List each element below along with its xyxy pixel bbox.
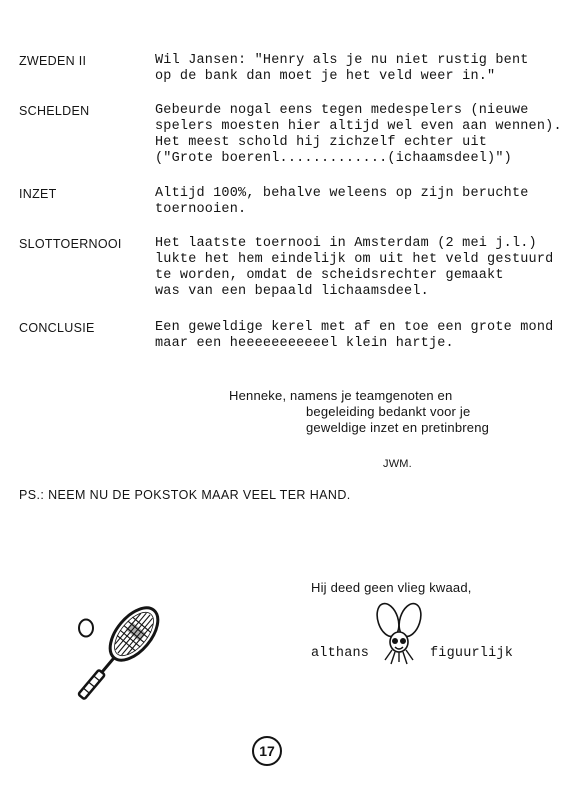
entry-text-line: te worden, omdat de scheidsrechter gemaakt [155, 268, 504, 283]
caption-left-word: althans [311, 646, 370, 661]
entry-text-line: maar een heeeeeeeeeeel klein hartje. [155, 336, 454, 351]
entry-text-line: Altijd 100%, behalve weleens op zijn beruchte [155, 186, 529, 201]
term-conclusie: CONCLUSIE [19, 321, 95, 335]
tennis-racket-icon [68, 598, 172, 710]
entry-text-line: Wil Jansen: "Henry als je nu niet rustig bent [155, 53, 529, 68]
entry-text-line: Gebeurde nogal eens tegen medespelers (nieuwe [155, 103, 529, 118]
caption-line: Hij deed geen vlieg kwaad, [311, 580, 472, 595]
signature-initials: JWM. [383, 458, 412, 470]
term-inzet: INZET [19, 187, 57, 201]
entry-text-line: op de bank dan moet je het veld weer in." [155, 69, 496, 84]
entry-text-line: spelers moesten hier altijd wel even aan wennen). [155, 119, 562, 134]
postscript: PS.: NEEM NU DE POKSTOK MAAR VEEL TER HAND. [19, 488, 351, 502]
page-number: 17 [252, 736, 282, 766]
closing-line: geweldige inzet en pretinbreng [306, 420, 490, 435]
term-schelden: SCHELDEN [19, 104, 90, 118]
closing-line: Henneke, namens je teamgenoten en [229, 388, 453, 403]
term-slottoernooi: SLOTTOERNOOI [19, 237, 122, 251]
entry-text-line: Het meest schold hij zichzelf echter uit [155, 135, 488, 150]
entry-text-line: Het laatste toernooi in Amsterdam (2 mei j.l.) [155, 236, 537, 251]
entry-text-line: lukte het hem eindelijk om uit het veld gestuurd [155, 252, 554, 267]
entry-text-line: was van een bepaald lichaamsdeel. [155, 284, 429, 299]
term-zweden-ii: ZWEDEN II [19, 54, 87, 68]
entry-text-line: toernooien. [155, 202, 247, 217]
caption-right-word: figuurlijk [430, 646, 514, 661]
entry-text-line: ("Grote boerenl.............(ichaamsdeel)") [155, 151, 512, 166]
closing-line: begeleiding bedankt voor je [306, 404, 471, 419]
entry-text-line: Een geweldige kerel met af en toe een grote mond [155, 320, 554, 335]
fly-icon [371, 600, 427, 670]
